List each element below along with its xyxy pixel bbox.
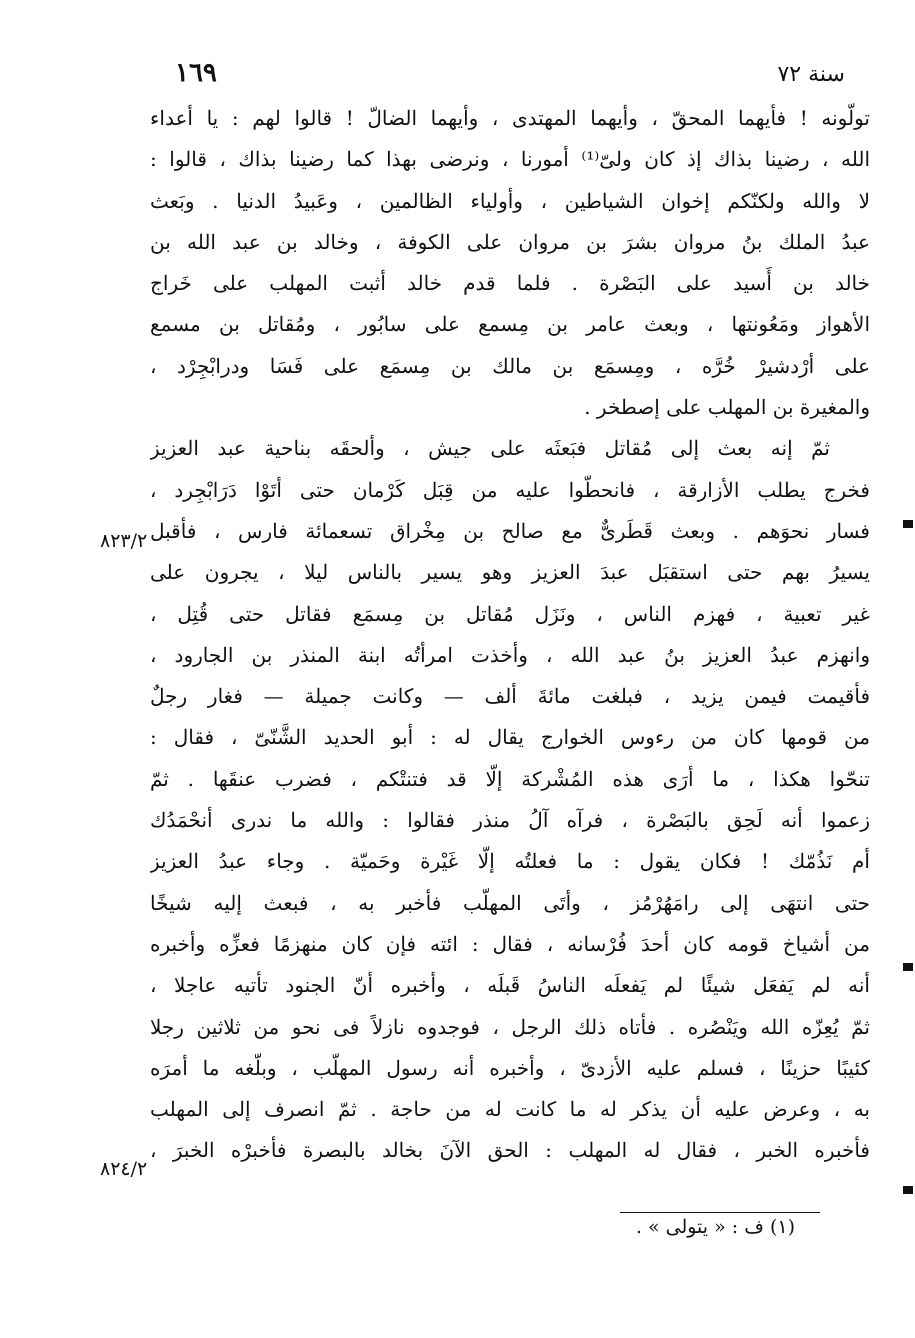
text-line: خالد بن أَسيد على البَصْرة . فلما قدم خالد أثبت المهلب على خَراج — [150, 271, 870, 296]
margin-reference: ٨٢٣/٢ — [100, 530, 148, 552]
text-line: من قومها كان من رءوس الخوارج يقال له : أبو الحديد الشَّنّىّ ، فقال : — [150, 725, 870, 750]
text-line: لا والله ولكنّكم إخوان الشياطين ، وأولياء الظالمين ، وعَبيدُ الدنيا . وبَعث — [150, 188, 870, 213]
text-line: فأقيمت فيمن يزيد ، فبلغت مائةَ ألف — وكانت جميلة — فغار رجلٌ — [150, 684, 870, 709]
text-line: كئيبًا حزينًا ، فسلم عليه الأزدىّ ، وأخبره أنه رسول المهلّب ، وبلّغه ما أمرَه — [150, 1055, 870, 1080]
running-header-year: سنة ٧٢ — [777, 62, 845, 87]
text-line: فأخبره الخبر ، فقال له المهلب : الحق الآنَ بخالد بالبصرة فأخبرْه الخبرَ ، — [150, 1138, 870, 1163]
text-line: فخرج يطلب الأزارقة ، فانحطّوا عليه من قِبَل كَرْمان حتى أتَوْا دَرَابْجِرد ، — [150, 477, 870, 502]
text-line: والمغيرة بن المهلب على إصطخر . — [584, 395, 870, 420]
margin-reference: ٨٢٤/٢ — [100, 1158, 148, 1180]
text-line: من أشياخ قومه كان أحدَ فُرْسانه ، فقال : ائته فإن كان منهزمًا فعزِّه وأخبره — [150, 931, 870, 956]
footnote-divider — [620, 1212, 820, 1213]
page-edge-mark — [903, 520, 913, 528]
text-line: به ، وعرض عليه أن يذكر له ما كانت له من حاجة . ثمّ انصرف إلى المهلب — [150, 1097, 870, 1122]
footnote: (١) ف : « يتولى » . — [635, 1216, 795, 1238]
text-line: تنحّوا هكذا ، ما أرَى هذه المُشْركة إلّا قد فتنتْكم ، فضرب عنقَها . ثمّ — [150, 766, 870, 791]
text-line: فسار نحوَهم . وبعث قَطَرىٌّ مع صالح بن مِخْراق تسعمائة فارس ، فأقبل — [150, 518, 870, 543]
main-text — [150, 98, 870, 1172]
text-line: زعموا أنه لَحِق بالبَصْرة ، فرآه آلُ منذر فقالوا : والله ما ندرى أنحْمَدُك — [150, 808, 870, 833]
page-edge-mark — [903, 1186, 913, 1194]
text-line: ثمّ يُعِزّه الله ويَنْصُره . فأتاه ذلك الرجل ، فوجدوه نازلاً فى نحو من ثلاثين رجلا — [150, 1014, 870, 1039]
text-line: الأهواز ومَعُونتها ، وبعث عامر بن مِسمع على سابُور ، ومُقاتل بن مسمع — [150, 312, 870, 337]
text-line: على أرْدشيرْ خُرَّه ، ومِسمَع بن مالك بن مِسمَع على فَسَا ودرابْجِرْد ، — [150, 353, 870, 378]
text-line: الله ، رضينا بذاك إذ كان ولىّ⁽¹⁾ أمورنا ، ونرضى بهذا كما رضينا بذاك ، قالوا : — [150, 147, 870, 172]
text-line: وانهزم عبدُ العزيز بنُ عبد الله ، وأخذت امرأتُه ابنة المنذر بن الجارود ، — [150, 642, 870, 667]
text-line: تولّونه ! فأيهما المحقّ ، وأيهما المهتدى ، وأيهما الضالّ ! قالوا لهم : يا أعداء — [150, 106, 870, 130]
text-line: حتى انتهَى إلى رامَهُرْمُز ، وأتَى المهلّب فأخبر به ، فبعث إليه شيخًا — [150, 890, 870, 915]
text-line: ثمّ إنه بعث إلى مُقاتل فبَعثَه على جيش ، وألحقَه بناحية عبد العزيز — [150, 436, 830, 461]
text-line: عبدُ الملك بنُ مروان بشرَ بن مروان على الكوفة ، وخالد بن عبد الله بن — [150, 229, 870, 254]
page-edge-mark — [903, 963, 913, 971]
text-line: غير تعبية ، فهزم الناس ، ونَزَل مُقاتل بن مِسمَع فقاتل حتى قُتِل ، — [150, 601, 870, 626]
text-line: يسيرُ بهم حتى استقبَل عبدَ العزيز وهو يسير بالناس ليلا ، يجرون على — [150, 560, 870, 585]
page-number: ١٦٩ — [175, 58, 217, 88]
text-line: أنه لم يَفعَل شيئًا لم يَفعلَه الناسُ قَبلَه ، وأخبره أنّ الجنود تأتيه عاجلا ، — [150, 973, 870, 998]
text-line: أم نَذُمّك ! فكان يقول : ما فعلتُه إلّا غَيْرة وحَميّة . وجاء عبدُ العزيز — [150, 849, 870, 874]
